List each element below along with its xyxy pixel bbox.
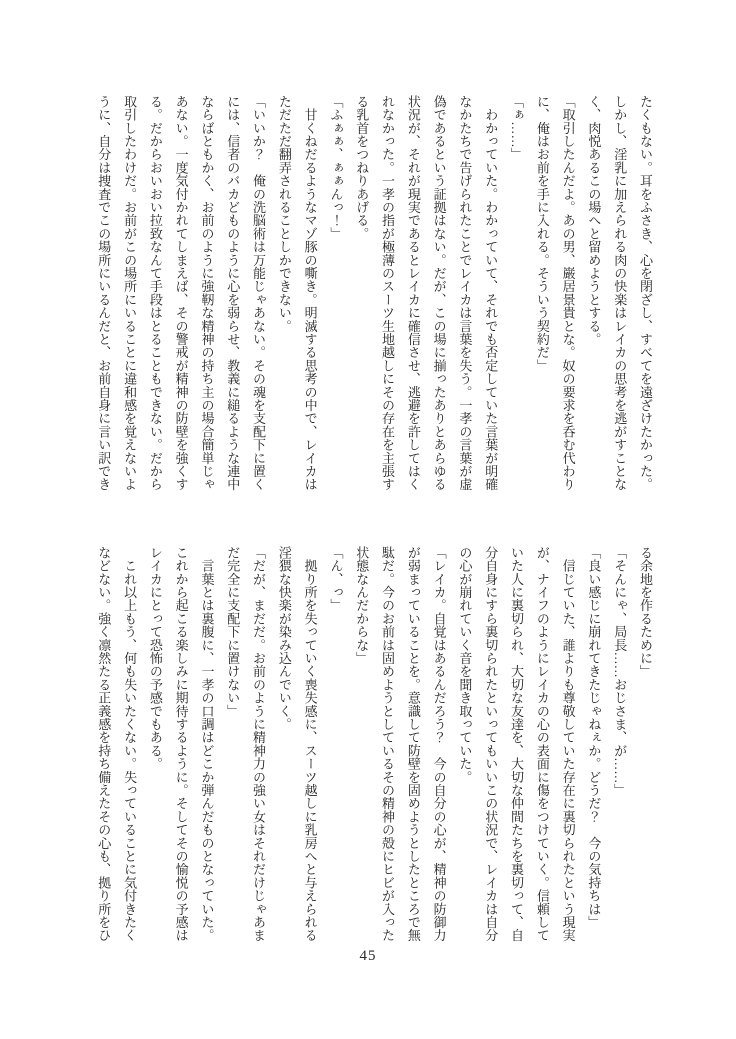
text-line: 「そんにゃ、局長……おじさま、が……」 <box>612 546 628 797</box>
text-line: 偽であるという証拠はない。だが、この場に揃ったありとあらゆる <box>431 95 447 491</box>
text-line: が弱まっていることを。意識して防壁を固めようとしたところで無 <box>405 546 421 942</box>
text-block-bottom <box>90 546 658 942</box>
text-line: 言葉とは裏腹に、一孝の口調はどこか弾んだものとなっていた。 <box>199 546 215 942</box>
text-line: る余地を作るために」 <box>638 546 653 678</box>
text-line: これ以上もう、何も失いたくない。失っていることに気付きたく <box>122 546 138 942</box>
text-line: 甘くねだるようなマゾ豚の嘶き。明滅する思考の中で、レイカは <box>302 95 318 491</box>
text-line: あない。一度気付かれてしまえば、その警戒が精神の防壁を強くす <box>173 95 189 491</box>
text-line: 状態なんだからな」 <box>354 546 370 665</box>
text-line: が、ナイフのようにレイカの心の表面に傷をつけていく。信頼して <box>534 546 550 942</box>
text-line: などない。強く凛然たる正義感を持ち備えたその心も、拠り所をひ <box>96 546 112 942</box>
text-line: うに、自分は捜査でこの場所にいるんだと、お前自身に言い訳でき <box>96 95 112 491</box>
text-line: の心が崩れていく音を聞き取っていた。 <box>457 546 473 784</box>
page-number: 45 <box>359 948 377 964</box>
text-line: 「ふぁぁ、ぁぁんっ！」 <box>328 95 344 241</box>
text-line: たくもない。耳をふさき、心を閉ざし、すべてを遠ざけたかった。 <box>638 95 653 491</box>
text-line: 「ん、っ」 <box>328 546 344 612</box>
text-line: る乳首をつねりあげる。 <box>354 95 370 241</box>
text-line: だ完全に支配下に置けない」 <box>225 546 241 718</box>
text-line: に、俺はお前を手に入れる。そういう契約だ」 <box>534 95 550 373</box>
text-line: れなかった。一孝の指が極薄のスーツ生地越しにその存在を主張す <box>380 95 396 491</box>
text-line: 取引したわけだ。お前がこの場所にいることに違和感を覚えないよ <box>122 95 138 491</box>
text-line: 信じていた、誰よりも尊敬していた存在に裏切られたという現実 <box>560 546 576 942</box>
text-line: には、信者のバカどものように心を弱らせ、教義に縋るような連中 <box>225 95 241 491</box>
text-line: なかたちで告げられたことでレイカは言葉を失う。一孝の言葉が虚 <box>457 95 473 491</box>
text-line: 「だが、まだだ。お前のように精神力の強い女はそれだけじゃあま <box>251 546 267 942</box>
text-line: 「取引したんだよ。あの男、巌居景貴とな。奴の要求を呑む代わり <box>560 95 576 491</box>
text-line: 状況が、それが現実であるとレイカに確信させ、逃避を許してはく <box>405 95 421 491</box>
text-line: 拠り所を失っていく喪失感に、スーツ越しに乳房へと与えられる <box>302 546 318 942</box>
text-line: 淫猥な快楽が染み込んでいく。 <box>276 546 292 731</box>
text-line: 駄だ。今のお前は固めようとしているその精神の殻にヒビが入った <box>380 546 396 942</box>
text-line: 分自身にすら裏切られたといってもいいこの状況で、レイカは自分 <box>483 546 499 942</box>
text-line: く、肉悦あるこの場へと留めようとする。 <box>586 95 602 346</box>
text-line: 「ぁ……」 <box>509 95 525 161</box>
text-line: ならばともかく、お前のように強靭な精神の持ち主の場合簡単じゃ <box>199 95 215 491</box>
text-line: 「良い感じに崩れてきたじゃねぇか。どうだ？ 今の気持ちは」 <box>586 546 602 929</box>
text-line: ただただ翻弄されることしかできない。 <box>276 95 292 333</box>
text-line: 「いいか？ 俺の洗脳術は万能じゃあない。その魂を支配下に置く <box>251 95 267 491</box>
text-block-top <box>90 95 658 495</box>
text-line: これから起こる楽しみに期待するように。そしてその愉悦の予感は <box>173 546 189 942</box>
text-line: しかし、淫乳に加えられる肉の快楽はレイカの思考を逃がすことな <box>612 95 628 491</box>
text-line: 「レイカ。自覚はあるんだろう？ 今の自分の心が、精神の防御力 <box>431 546 447 942</box>
text-line: る。だからおいおい拉致なんて手段はとることもできない。だから <box>147 95 163 491</box>
text-line: わかっていた。わかっていて、それでも否定していた言葉が明確 <box>483 95 499 491</box>
text-line: レイカにとって恐怖の予感でもある。 <box>147 546 163 771</box>
text-line: いた人に裏切られ、大切な友達を、大切な仲間たちを裏切って、自 <box>509 546 525 942</box>
